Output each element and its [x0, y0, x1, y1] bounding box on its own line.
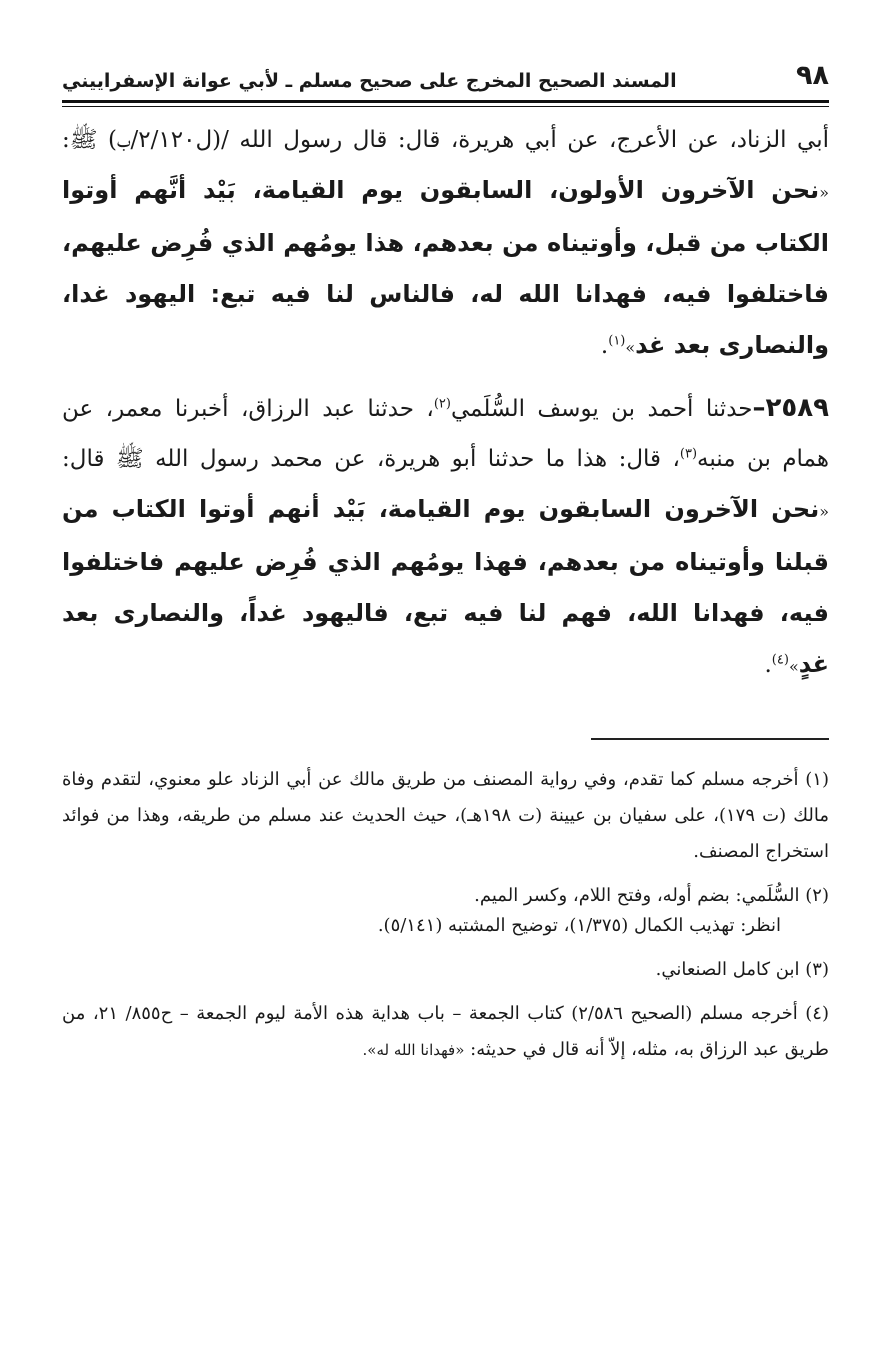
hadith-prev-end: . [600, 333, 609, 359]
hadith-2589-matn: نحن الآخرون السابقون يوم القيامة، بَيْد أنهم أوتوا الكتاب من قبلنا وأوتيناه من بعدهم، فهذا يومُهم الذي فُرِض عليهم فاختلفوا فيه، فهدانا الله، فهم لنا فيه تبع، فاليهود غداً، والنصارى بعد غدٍ [62, 495, 829, 678]
hadith-dash: – [752, 393, 766, 423]
hadith-isnad-2: ، حدثنا عبد الرزاق، أخبرنا معمر، عن همام بن منبه [62, 396, 829, 472]
footnote-4 [62, 996, 829, 1068]
quote-close: » [625, 338, 636, 357]
hadith-2589-end: . [764, 652, 772, 678]
footnote-text: السُّلَمي: بضم أوله، وفتح اللام، وكسر الميم. [474, 885, 800, 906]
page-number: ٩٨ [796, 60, 829, 91]
quote-close: » [788, 657, 799, 676]
hadith-prev-paragraph [62, 115, 829, 373]
footnote-text: ابن كامل الصنعاني. [655, 959, 800, 980]
header-rule-thin [62, 106, 829, 107]
hadith-2589-paragraph [62, 383, 829, 692]
running-title: المسند الصحيح المخرج على صحيح مسلم ـ لأبي عوانة الإسفراييني [62, 70, 677, 92]
footnote-ref-4: (٤) [771, 652, 789, 668]
footnote-extra: انظر: تهذيب الكمال (١/٣٧٥)، توضيح المشتبه (٥/١٤١). [377, 915, 781, 936]
quote-open: « [819, 183, 829, 202]
footnotes [62, 762, 829, 1068]
footnote-marker: (١) [805, 769, 829, 790]
footnote-separator [591, 738, 829, 740]
footnote-marker: (٢) [805, 885, 829, 906]
hadith-number: ٢٥٨٩ [765, 393, 829, 423]
footnote-marker: (٤) [805, 1003, 829, 1024]
hadith-isnad-3: ، قال: هذا ما حدثنا أبو هريرة، عن محمد رسول الله ﷺ قال: [62, 446, 680, 472]
footnote-1 [62, 762, 829, 870]
hadith-isnad-1: حدثنا أحمد بن يوسف السُّلَمي [450, 396, 753, 422]
footnote-marker: (٣) [805, 959, 829, 980]
footnote-2 [62, 878, 829, 944]
main-text [62, 115, 829, 692]
footnote-text: أخرجه مسلم (الصحيح ٢/٥٨٦) كتاب الجمعة – باب هداية هذه الأمة ليوم الجمعة – ح٨٥٥/ ٢١، من طريق عبد الرزاق به، مثله، إلاّ أنه قال في حديثه: [62, 1003, 829, 1060]
header-rule-thick [62, 100, 829, 103]
footnote-3 [62, 952, 829, 988]
footnote-quote: «فهدانا الله له». [362, 1041, 465, 1059]
footnote-ref-2: (٢) [433, 396, 451, 412]
footnote-ref-1: (١) [608, 333, 626, 349]
page-header [62, 58, 829, 98]
page [62, 58, 829, 1076]
hadith-prev-intro: أبي الزناد، عن الأعرج، عن أبي هريرة، قال: قال رسول الله /(ل٢/١٢٠/ب) ﷺ: [62, 127, 829, 153]
quote-open: « [819, 502, 829, 521]
footnote-text: أخرجه مسلم كما تقدم، وفي رواية المصنف من طريق مالك عن أبي الزناد علو معنوي، لتقدم وفاة مالك (ت ١٧٩)، على سفيان بن عيينة (ت ١٩٨هـ)، حيث الحديث عند مسلم من طريقه، وهذا من فوائد استخراج المصنف. [62, 769, 829, 862]
footnote-ref-3: (٣) [679, 446, 698, 462]
hadith-prev-matn: نحن الآخرون الأولون، السابقون يوم القيامة، بَيْد أنَّهم أوتوا الكتاب من قبل، وأوتيناه من بعدهم، هذا يومُهم الذي فُرِض عليهم، فاختلفوا فيه، فهدانا الله له، فالناس لنا فيه تبع: اليهود غدا، والنصارى بعد غد [62, 176, 829, 359]
